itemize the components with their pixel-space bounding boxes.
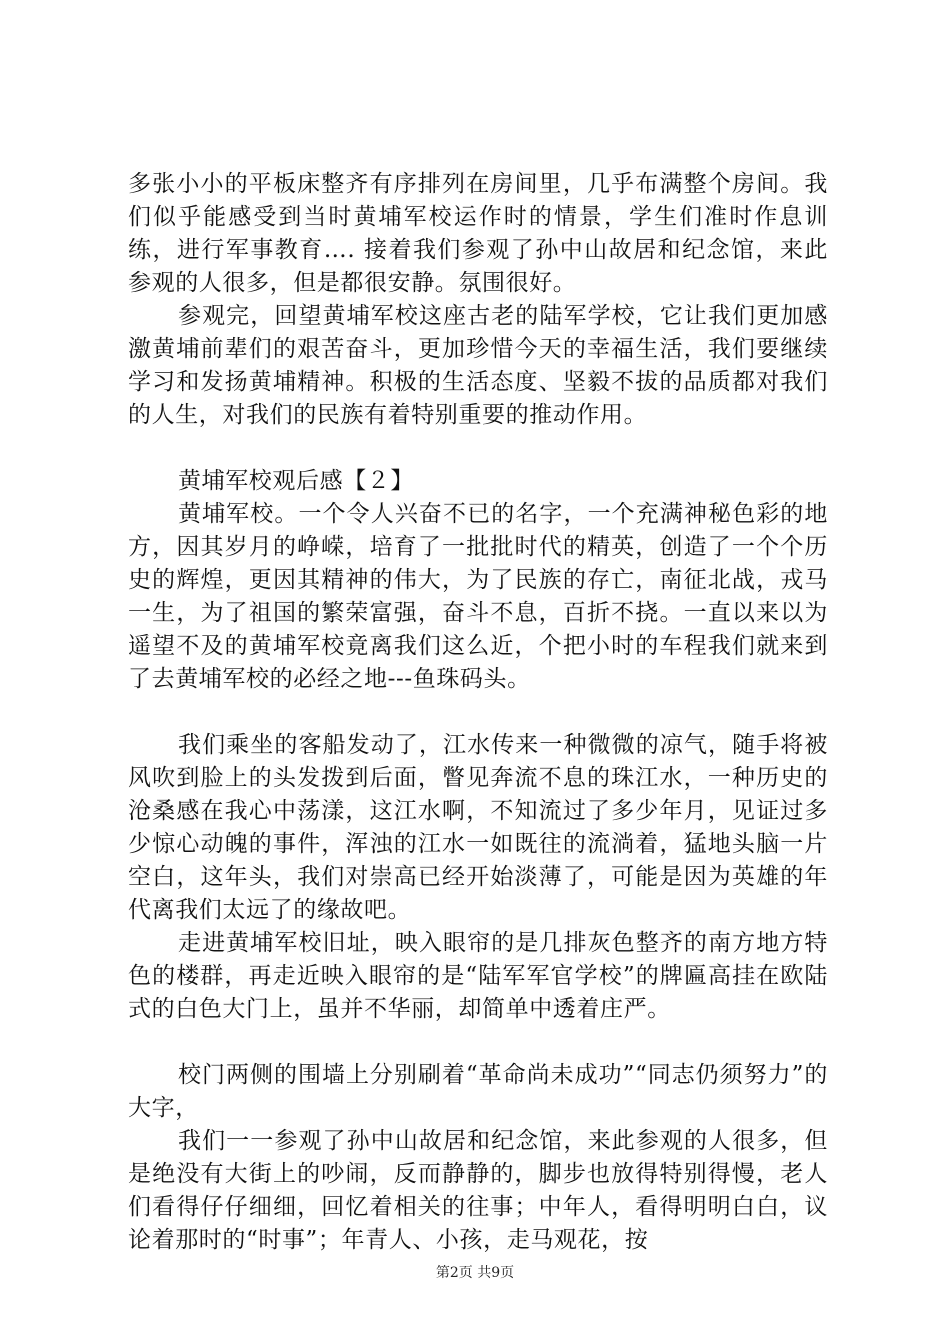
page-number-footer: 第2页 共9页	[435, 1265, 515, 1281]
paragraph-reflection: 参观完，回望黄埔军校这座古老的陆军学校，它让我们更加感激黄埔前辈们的艰苦奋斗，更加珍惜今天的幸福生活，我们要继续学习和发扬黄埔精神。积极的生活态度、坚毅不拔的品质都对我们的人生，对我们的民族有着特别重要的推动作用。	[128, 303, 828, 428]
paragraph-boat-ride: 我们乘坐的客船发动了，江水传来一种微微的凉气，随手将被风吹到脸上的头发拨到后面，瞥见奔流不息的珠江水，一种历史的沧桑感在我心中荡漾，这江水啊，不知流过了多少年月，见证过多少惊心动魄的事件，浑浊的江水一如既往的流淌着，猛地头脑一片空白，这年头，我们对崇高已经开始淡薄了，可能是因为英雄的年代离我们太远了的缘故吧。	[128, 732, 828, 923]
paragraph-gap	[128, 432, 828, 465]
section-heading: 黄埔军校观后感【２】	[178, 468, 414, 494]
paragraph-gap	[128, 1026, 828, 1059]
document-body	[128, 168, 828, 1257]
paragraph-memorial-visit: 我们一一参观了孙中山故居和纪念馆，来此参观的人很多，但是绝没有大街上的吵闹，反而静静的，脚步也放得特别得慢，老人们看得仔仔细细，回忆着相关的往事；中年人，看得明明白白，议论着那时的“时事”；年青人、小孩，走马观花，按	[128, 1128, 828, 1253]
paragraph-introduction: 黄埔军校。一个令人兴奋不已的名字，一个充满神秘色彩的地方，因其岁月的峥嵘，培育了一批批时代的精英，创造了一个个历史的辉煌，更因其精神的伟大，为了民族的存亡，南征北战，戎马一生，为了祖国的繁荣富强，奋斗不息，百折不挠。一直以来以为遥望不及的黄埔军校竟离我们这么近，个把小时的车程我们就来到了去黄埔军校的必经之地---鱼珠码头。	[128, 501, 828, 692]
paragraph-dormitory: 多张小小的平板床整齐有序排列在房间里，几乎布满整个房间。我们似乎能感受到当时黄埔军校运作时的情景，学生们准时作息训练，进行军事教育…. 接着我们参观了孙中山故居和纪念馆，来此参观的人很多，但是都很安静。氛围很好。	[128, 171, 828, 296]
paragraph-gap	[128, 696, 828, 729]
paragraph-entering-site: 走进黄埔军校旧址，映入眼帘的是几排灰色整齐的南方地方特色的楼群，再走近映入眼帘的是“陆军军官学校”的牌匾高挂在欧陆式的白色大门上，虽并不华丽，却简单中透着庄严。	[128, 930, 828, 1022]
paragraph-gate-walls: 校门两侧的围墙上分别刷着“革命尚未成功”“同志仍须努力”的大字，	[128, 1062, 828, 1121]
